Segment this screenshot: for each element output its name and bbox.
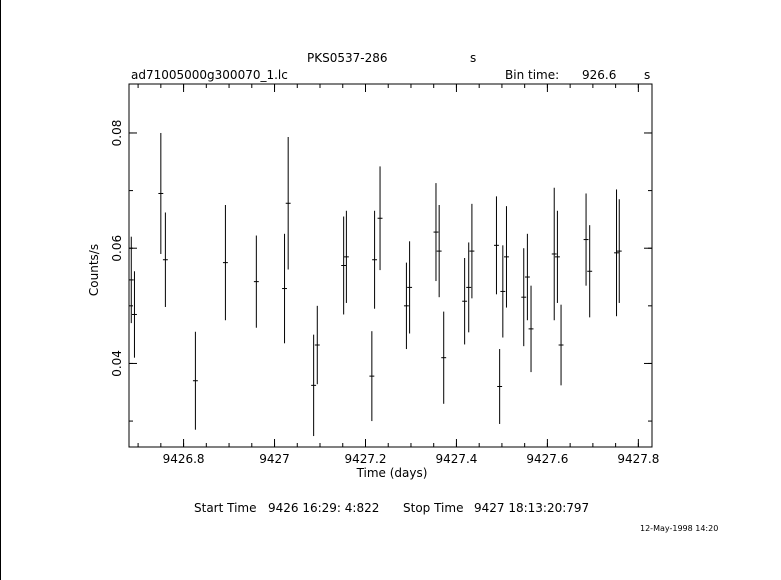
data-point bbox=[372, 211, 377, 309]
data-point bbox=[559, 305, 564, 386]
data-point bbox=[525, 234, 530, 320]
data-point bbox=[497, 349, 502, 424]
data-point bbox=[462, 258, 467, 344]
data-point bbox=[163, 212, 168, 306]
data-point bbox=[434, 183, 439, 281]
data-point bbox=[129, 237, 134, 323]
data-point bbox=[584, 193, 589, 285]
data-point bbox=[441, 312, 446, 404]
bin-time-value: 926.6 bbox=[582, 68, 617, 82]
data-point bbox=[378, 166, 383, 270]
data-point bbox=[344, 211, 349, 303]
x-axis-label: Time (days) bbox=[356, 466, 428, 480]
data-points bbox=[129, 133, 622, 436]
title-unit: s bbox=[470, 51, 477, 65]
data-point bbox=[469, 204, 474, 298]
data-point bbox=[369, 331, 374, 421]
y-tick-label: 0.04 bbox=[110, 350, 124, 377]
data-point bbox=[341, 217, 346, 315]
start-time-value: 9426 16:29: 4:822 bbox=[268, 501, 380, 515]
bin-time-label: Bin time: bbox=[505, 68, 560, 82]
data-point bbox=[404, 263, 409, 349]
data-point bbox=[614, 189, 619, 316]
filename-label: ad71005000g300070_1.lc bbox=[131, 68, 288, 82]
x-tick-label: 9427.4 bbox=[435, 452, 478, 466]
y-tick-label: 0.08 bbox=[110, 119, 124, 147]
data-point bbox=[437, 205, 442, 297]
data-point bbox=[223, 205, 228, 320]
data-point bbox=[132, 271, 137, 357]
stop-time-value: 9427 18:13:20:797 bbox=[474, 501, 590, 515]
data-point bbox=[494, 196, 499, 294]
data-point bbox=[282, 234, 287, 343]
data-point bbox=[193, 332, 198, 430]
bin-time-unit: s bbox=[644, 68, 651, 82]
y-tick-label: 0.06 bbox=[110, 234, 124, 262]
chart-title: PKS0537-286 bbox=[307, 51, 388, 65]
stop-time-label: Stop Time bbox=[403, 501, 464, 515]
data-point bbox=[504, 206, 509, 307]
date-stamp: 12-May-1998 14:20 bbox=[640, 524, 719, 533]
data-point bbox=[617, 199, 622, 303]
data-point bbox=[315, 306, 320, 384]
data-point bbox=[466, 242, 471, 332]
plot-frame bbox=[129, 84, 652, 447]
x-tick-label: 9427 bbox=[259, 452, 290, 466]
data-point bbox=[587, 225, 592, 317]
data-point bbox=[286, 137, 291, 270]
data-point bbox=[521, 248, 526, 346]
x-tick-label: 9427.6 bbox=[526, 452, 569, 466]
data-point bbox=[254, 236, 259, 328]
x-tick-labels bbox=[163, 452, 660, 466]
axis-ticks bbox=[129, 84, 652, 447]
x-tick-label: 9427.2 bbox=[344, 452, 387, 466]
data-point bbox=[555, 211, 560, 303]
x-tick-label: 9427.8 bbox=[617, 452, 660, 466]
y-axis-label: Counts/s bbox=[87, 243, 101, 297]
data-point bbox=[407, 241, 412, 333]
x-tick-label: 9426.8 bbox=[162, 452, 205, 466]
data-point bbox=[552, 188, 557, 321]
y-tick-labels bbox=[110, 120, 124, 377]
start-time-label: Start Time bbox=[194, 501, 257, 515]
data-point bbox=[311, 335, 316, 436]
data-point bbox=[529, 286, 534, 372]
data-point bbox=[158, 133, 163, 254]
data-point bbox=[500, 245, 505, 337]
